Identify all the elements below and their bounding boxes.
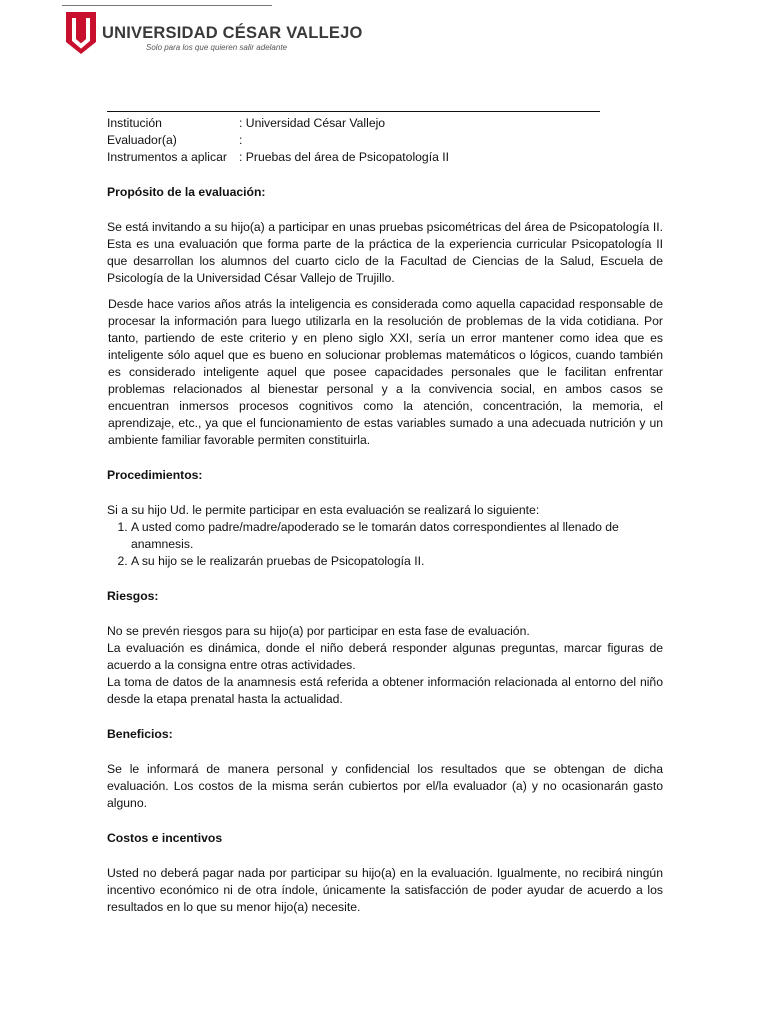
info-row-evaluador [107, 132, 663, 149]
list-item: 2. A su hijo se le realizarán pruebas de Psicopatología II. [131, 553, 663, 570]
section-title-procedimientos: Procedimientos: [107, 468, 203, 482]
costos-paragraph: Usted no deberá pagar nada por participar su hijo(a) en la evaluación. Igualmente, no recibirá ningún incentivo económico ni de otra índole, únicamente la satisfacción de poder ayudar de acuerdo a los resultados en lo que su menor hijo(a) necesite. [107, 866, 663, 914]
info-value: : Pruebas del área de Psicopatología II [239, 150, 450, 164]
section-title-proposito: Propósito de la evaluación: [107, 185, 266, 199]
beneficios-paragraph: Se le informará de manera personal y confidencial los resultados que se obtengan de dicha evaluación. Los costos de la misma serán cubiertos por el/la evaluador (a) y no ocasionarán gasto alguno. [107, 762, 663, 810]
procedimientos-intro: Si a su hijo Ud. le permite participar en esta evaluación se realizará lo siguiente: [107, 503, 540, 517]
section-title-costos: Costos e incentivos [107, 831, 223, 845]
riesgos-paragraph-2: La evaluación es dinámica, donde el niño deberá responder algunas preguntas, marcar figuras de acuerdo a la consigna entre otras actividades. [107, 641, 663, 672]
info-value: : Universidad César Vallejo [239, 116, 386, 130]
university-logo [66, 12, 363, 58]
riesgos-paragraph-3: La toma de datos de la anamnesis está referida a obtener información relacionada al entorno del niño desde la etapa prenatal hasta la actualidad. [107, 675, 663, 706]
info-label: Instrumentos a aplicar [107, 150, 227, 164]
top-rule [62, 5, 272, 6]
info-row-instrumentos [107, 149, 663, 166]
riesgos-paragraph-1: No se prevén riesgos para su hijo(a) por participar en esta fase de evaluación. [107, 624, 530, 638]
consent-document [107, 100, 663, 916]
info-label: Institución [107, 116, 162, 130]
proposito-paragraph-1: Se está invitando a su hijo(a) a participar en unas pruebas psicométricas del área de Psicopatología II. Esta es una evaluación que forma parte de la práctica de la experiencia curricular Psicopatología II que desarrollan los alumnos del cuarto ciclo de la Facultad de Ciencias de la Salud, Escuela de Psicología de la Universidad César Vallejo de Trujillo. [107, 220, 663, 285]
procedimientos-list [107, 519, 663, 570]
proposito-paragraph-2: Desde hace varios años atrás la inteligencia es considerada como aquella capacidad responsable de procesar la información para luego utilizarla en la resolución de problemas de la vida cotidiana. Por tanto, partiendo de este criterio y en pleno siglo XXI, sería un error mantener como idea que es inteligente sólo aquel que es bueno en solucionar problemas matemáticos o lógicos, cuando también es considerado inteligente aquel que posee capacidades personales que le facilitan enfrentar problemas relacionados al bienestar personal y a la convivencia social, en ambos casos se encuentran inmersos procesos cognitivos como la atención, concentración, la memoria, el aprendizaje, etc., ya que el funcionamiento de estas variables sumado a una adecuada nutrición y un ambiente familiar favorable permiten constituirla. [108, 297, 663, 447]
university-name: UNIVERSIDAD CÉSAR VALLEJO [102, 24, 363, 42]
section-title-riesgos: Riesgos: [107, 589, 159, 603]
info-label: Evaluador(a) [107, 133, 177, 147]
info-row-institucion [107, 115, 663, 132]
university-tagline: Solo para los que quieren salir adelante [146, 43, 287, 52]
list-item: 1. A usted como padre/madre/apoderado se le tomarán datos correspondientes al llenado de anamnesis. [131, 519, 663, 553]
header-rule [107, 100, 600, 112]
info-value: : [239, 133, 243, 147]
section-title-beneficios: Beneficios: [107, 727, 173, 741]
shield-logo-icon [66, 12, 96, 54]
